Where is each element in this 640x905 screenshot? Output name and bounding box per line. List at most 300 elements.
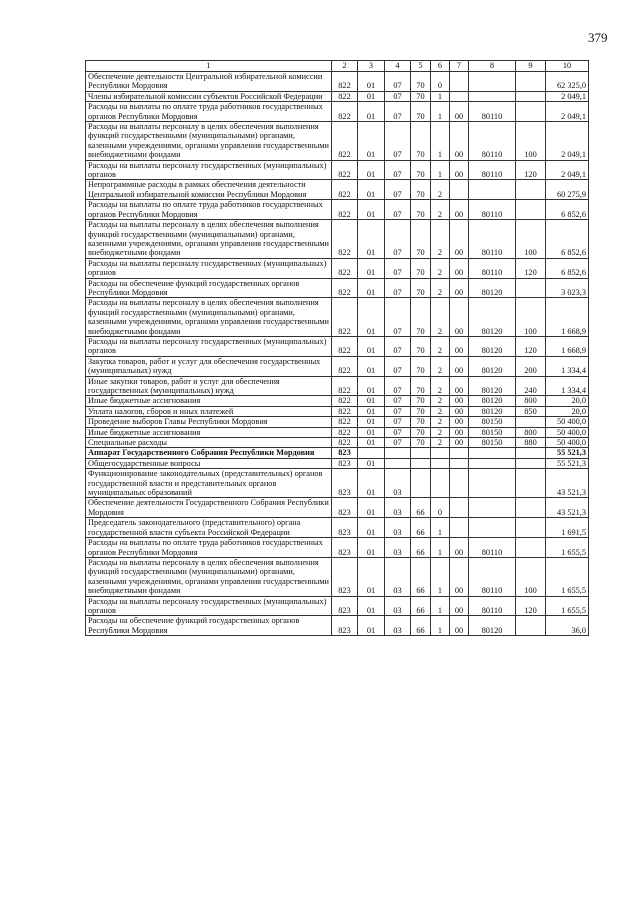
cell-expense-code: 80120 bbox=[469, 298, 516, 337]
cell-program: 70 bbox=[411, 200, 431, 220]
cell-expense-type: 100 bbox=[516, 298, 546, 337]
cell-subsection: 07 bbox=[385, 102, 411, 122]
cell-amount: 55 521,3 bbox=[546, 448, 589, 458]
cell-subprogram: 0 bbox=[431, 72, 450, 92]
cell-expense-code: 80120 bbox=[469, 396, 516, 406]
cell-subsection: 07 bbox=[385, 406, 411, 416]
cell-subprogram: 1 bbox=[431, 596, 450, 616]
cell-direction bbox=[450, 498, 469, 518]
cell-expense-type: 800 bbox=[516, 396, 546, 406]
cell-amount: 36,0 bbox=[546, 616, 589, 636]
cell-expense-code: 80110 bbox=[469, 596, 516, 616]
cell-expense-type bbox=[516, 498, 546, 518]
cell-amount: 1 655,5 bbox=[546, 538, 589, 558]
table-row bbox=[86, 616, 589, 636]
cell-subsection: 07 bbox=[385, 427, 411, 437]
cell-program: 66 bbox=[411, 498, 431, 518]
table-row bbox=[86, 122, 589, 161]
cell-program bbox=[411, 458, 431, 468]
cell-subprogram: 2 bbox=[431, 180, 450, 200]
cell-subsection bbox=[385, 448, 411, 458]
column-header: 8 bbox=[469, 61, 516, 72]
cell-subsection: 07 bbox=[385, 180, 411, 200]
cell-subsection: 07 bbox=[385, 122, 411, 161]
cell-subprogram: 1 bbox=[431, 538, 450, 558]
cell-subsection: 07 bbox=[385, 336, 411, 356]
cell-direction: 00 bbox=[450, 298, 469, 337]
cell-amount: 62 325,0 bbox=[546, 72, 589, 92]
cell-direction: 00 bbox=[450, 220, 469, 259]
cell-expense-code: 80110 bbox=[469, 557, 516, 596]
table-row bbox=[86, 518, 589, 538]
cell-subsection: 07 bbox=[385, 438, 411, 448]
row-description: Расходы на выплаты персоналу государственных (муниципальных) органов bbox=[86, 160, 332, 180]
cell-expense-code: 80110 bbox=[469, 258, 516, 278]
table-row bbox=[86, 180, 589, 200]
cell-expense-code: 80120 bbox=[469, 616, 516, 636]
cell-subsection: 07 bbox=[385, 278, 411, 298]
cell-direction: 00 bbox=[450, 376, 469, 396]
cell-expense-type: 120 bbox=[516, 596, 546, 616]
cell-amount: 55 521,3 bbox=[546, 458, 589, 468]
table-row bbox=[86, 396, 589, 406]
row-description: Расходы на выплаты персоналу государственных (муниципальных) органов bbox=[86, 596, 332, 616]
cell-amount: 50 400,0 bbox=[546, 417, 589, 427]
column-header: 4 bbox=[385, 61, 411, 72]
table-row bbox=[86, 438, 589, 448]
cell-subprogram: 2 bbox=[431, 376, 450, 396]
table-row bbox=[86, 406, 589, 416]
column-header: 5 bbox=[411, 61, 431, 72]
cell-section: 01 bbox=[358, 298, 385, 337]
cell-subprogram: 1 bbox=[431, 518, 450, 538]
cell-subprogram: 1 bbox=[431, 557, 450, 596]
cell-section: 01 bbox=[358, 336, 385, 356]
cell-expense-type bbox=[516, 278, 546, 298]
column-header: 2 bbox=[332, 61, 358, 72]
cell-code: 823 bbox=[332, 458, 358, 468]
cell-subprogram bbox=[431, 469, 450, 498]
row-description: Обеспечение деятельности Государственного Собрания Республики Мордовия bbox=[86, 498, 332, 518]
cell-direction: 00 bbox=[450, 406, 469, 416]
cell-subsection: 03 bbox=[385, 616, 411, 636]
row-description: Функционирование законодательных (представительных) органов государственной власти и представительных органов муниципальных образований bbox=[86, 469, 332, 498]
row-description: Специальные расходы bbox=[86, 438, 332, 448]
cell-amount: 1 668,9 bbox=[546, 336, 589, 356]
row-description: Иные закупки товаров, работ и услуг для обеспечения государственных (муниципальных) нужд bbox=[86, 376, 332, 396]
cell-subprogram: 1 bbox=[431, 122, 450, 161]
cell-subprogram: 2 bbox=[431, 427, 450, 437]
cell-code: 823 bbox=[332, 498, 358, 518]
cell-expense-type: 850 bbox=[516, 406, 546, 416]
table-row bbox=[86, 102, 589, 122]
cell-code: 822 bbox=[332, 417, 358, 427]
cell-expense-type: 120 bbox=[516, 258, 546, 278]
cell-amount: 2 049,1 bbox=[546, 160, 589, 180]
cell-program: 66 bbox=[411, 596, 431, 616]
cell-amount: 6 852,6 bbox=[546, 220, 589, 259]
cell-section: 01 bbox=[358, 518, 385, 538]
column-header: 9 bbox=[516, 61, 546, 72]
cell-expense-code: 80110 bbox=[469, 220, 516, 259]
cell-section bbox=[358, 448, 385, 458]
cell-section: 01 bbox=[358, 538, 385, 558]
row-description: Проведение выборов Главы Республики Мордовия bbox=[86, 417, 332, 427]
row-description: Иные бюджетные ассигнования bbox=[86, 396, 332, 406]
column-header-row bbox=[86, 61, 589, 72]
cell-direction bbox=[450, 180, 469, 200]
cell-subsection: 07 bbox=[385, 356, 411, 376]
cell-amount: 1 334,4 bbox=[546, 356, 589, 376]
row-description: Закупка товаров, работ и услуг для обеспечения государственных (муниципальных) нужд bbox=[86, 356, 332, 376]
cell-subprogram: 2 bbox=[431, 396, 450, 406]
cell-expense-code bbox=[469, 498, 516, 518]
cell-code: 823 bbox=[332, 616, 358, 636]
cell-direction: 00 bbox=[450, 122, 469, 161]
cell-section: 01 bbox=[358, 200, 385, 220]
cell-section: 01 bbox=[358, 469, 385, 498]
cell-expense-code bbox=[469, 91, 516, 101]
cell-subsection: 03 bbox=[385, 469, 411, 498]
cell-direction: 00 bbox=[450, 200, 469, 220]
cell-expense-type: 800 bbox=[516, 427, 546, 437]
cell-expense-code: 80120 bbox=[469, 336, 516, 356]
cell-program: 70 bbox=[411, 102, 431, 122]
cell-subsection: 07 bbox=[385, 160, 411, 180]
cell-program: 70 bbox=[411, 376, 431, 396]
cell-expense-code: 80150 bbox=[469, 427, 516, 437]
cell-amount: 50 400,0 bbox=[546, 427, 589, 437]
cell-expense-code: 80150 bbox=[469, 438, 516, 448]
row-description: Члены избирательной комиссии субъектов Российской Федерации bbox=[86, 91, 332, 101]
cell-code: 822 bbox=[332, 376, 358, 396]
column-header: 6 bbox=[431, 61, 450, 72]
table-row bbox=[86, 356, 589, 376]
cell-code: 822 bbox=[332, 160, 358, 180]
cell-expense-code bbox=[469, 180, 516, 200]
cell-section: 01 bbox=[358, 220, 385, 259]
cell-subprogram: 0 bbox=[431, 498, 450, 518]
cell-direction bbox=[450, 518, 469, 538]
cell-amount: 43 521,3 bbox=[546, 498, 589, 518]
cell-amount: 3 023,3 bbox=[546, 278, 589, 298]
row-description: Расходы на выплаты персоналу в целях обеспечения выполнения функций государственными (муниципальными) органами, казенными учреждениями, органами управления государственными внебюджетными фондами bbox=[86, 220, 332, 259]
cell-subsection: 07 bbox=[385, 220, 411, 259]
cell-code: 822 bbox=[332, 406, 358, 416]
table-row bbox=[86, 278, 589, 298]
cell-program: 70 bbox=[411, 258, 431, 278]
cell-code: 823 bbox=[332, 596, 358, 616]
cell-expense-type bbox=[516, 518, 546, 538]
cell-expense-type bbox=[516, 200, 546, 220]
cell-amount: 1 655,5 bbox=[546, 596, 589, 616]
cell-expense-code: 80110 bbox=[469, 102, 516, 122]
cell-amount: 1 334,4 bbox=[546, 376, 589, 396]
cell-subsection: 07 bbox=[385, 396, 411, 406]
cell-expense-type bbox=[516, 417, 546, 427]
cell-section: 01 bbox=[358, 557, 385, 596]
cell-program: 70 bbox=[411, 122, 431, 161]
row-description: Общегосударственные вопросы bbox=[86, 458, 332, 468]
cell-program: 70 bbox=[411, 180, 431, 200]
cell-code: 822 bbox=[332, 336, 358, 356]
cell-code: 822 bbox=[332, 258, 358, 278]
cell-section: 01 bbox=[358, 596, 385, 616]
cell-section: 01 bbox=[358, 458, 385, 468]
cell-subsection: 07 bbox=[385, 200, 411, 220]
cell-subsection: 03 bbox=[385, 538, 411, 558]
cell-subprogram bbox=[431, 448, 450, 458]
cell-code: 822 bbox=[332, 102, 358, 122]
cell-section: 01 bbox=[358, 427, 385, 437]
cell-subsection: 03 bbox=[385, 498, 411, 518]
cell-direction bbox=[450, 91, 469, 101]
cell-program: 70 bbox=[411, 438, 431, 448]
cell-direction: 00 bbox=[450, 417, 469, 427]
column-header: 7 bbox=[450, 61, 469, 72]
cell-direction: 00 bbox=[450, 102, 469, 122]
cell-subsection: 07 bbox=[385, 298, 411, 337]
cell-expense-code: 80120 bbox=[469, 356, 516, 376]
cell-amount: 6 852,6 bbox=[546, 258, 589, 278]
cell-subprogram: 2 bbox=[431, 278, 450, 298]
cell-amount: 2 049,1 bbox=[546, 122, 589, 161]
table-row bbox=[86, 596, 589, 616]
cell-section: 01 bbox=[358, 396, 385, 406]
row-description: Председатель законодательного (представительного) органа государственной власти субъекта Российской Федерации bbox=[86, 518, 332, 538]
cell-subprogram: 1 bbox=[431, 160, 450, 180]
cell-section: 01 bbox=[358, 258, 385, 278]
cell-program: 66 bbox=[411, 518, 431, 538]
cell-expense-type: 200 bbox=[516, 356, 546, 376]
cell-program: 70 bbox=[411, 356, 431, 376]
cell-direction: 00 bbox=[450, 438, 469, 448]
table-row bbox=[86, 448, 589, 458]
cell-direction: 00 bbox=[450, 596, 469, 616]
cell-subprogram: 1 bbox=[431, 91, 450, 101]
cell-direction bbox=[450, 448, 469, 458]
table-row bbox=[86, 160, 589, 180]
cell-expense-code bbox=[469, 518, 516, 538]
cell-section: 01 bbox=[358, 498, 385, 518]
cell-code: 822 bbox=[332, 122, 358, 161]
cell-subprogram: 1 bbox=[431, 102, 450, 122]
row-description: Расходы на выплаты персоналу в целях обеспечения выполнения функций государственными (муниципальными) органами, казенными учреждениями, органами управления государственными внебюджетными фондами bbox=[86, 298, 332, 337]
row-description: Расходы на обеспечение функций государственных органов Республики Мордовия bbox=[86, 278, 332, 298]
cell-code: 823 bbox=[332, 469, 358, 498]
cell-subsection: 07 bbox=[385, 258, 411, 278]
cell-code: 822 bbox=[332, 427, 358, 437]
cell-amount: 43 521,3 bbox=[546, 469, 589, 498]
cell-direction: 00 bbox=[450, 427, 469, 437]
cell-expense-type: 100 bbox=[516, 557, 546, 596]
cell-expense-type bbox=[516, 538, 546, 558]
cell-subprogram: 2 bbox=[431, 200, 450, 220]
cell-code: 822 bbox=[332, 180, 358, 200]
column-header: 1 bbox=[86, 61, 332, 72]
cell-direction bbox=[450, 469, 469, 498]
table-row bbox=[86, 336, 589, 356]
cell-code: 822 bbox=[332, 220, 358, 259]
cell-expense-type bbox=[516, 72, 546, 92]
cell-code: 822 bbox=[332, 438, 358, 448]
cell-expense-type bbox=[516, 91, 546, 101]
cell-expense-code: 80120 bbox=[469, 278, 516, 298]
cell-expense-code: 80110 bbox=[469, 538, 516, 558]
cell-expense-type: 100 bbox=[516, 122, 546, 161]
table-row bbox=[86, 427, 589, 437]
cell-direction: 00 bbox=[450, 557, 469, 596]
table-row bbox=[86, 200, 589, 220]
cell-amount: 6 852,6 bbox=[546, 200, 589, 220]
cell-expense-code bbox=[469, 72, 516, 92]
cell-direction: 00 bbox=[450, 160, 469, 180]
row-description: Расходы на выплаты персоналу государственных (муниципальных) органов bbox=[86, 336, 332, 356]
cell-direction: 00 bbox=[450, 396, 469, 406]
cell-program: 66 bbox=[411, 538, 431, 558]
cell-section: 01 bbox=[358, 616, 385, 636]
cell-program: 70 bbox=[411, 417, 431, 427]
cell-subsection: 07 bbox=[385, 91, 411, 101]
cell-direction: 00 bbox=[450, 356, 469, 376]
cell-program bbox=[411, 448, 431, 458]
cell-subprogram: 2 bbox=[431, 438, 450, 448]
cell-expense-code bbox=[469, 448, 516, 458]
cell-expense-type bbox=[516, 102, 546, 122]
cell-section: 01 bbox=[358, 376, 385, 396]
cell-program: 70 bbox=[411, 396, 431, 406]
cell-expense-code: 80110 bbox=[469, 200, 516, 220]
table-row bbox=[86, 538, 589, 558]
table-row bbox=[86, 557, 589, 596]
cell-program: 70 bbox=[411, 220, 431, 259]
budget-table bbox=[85, 60, 589, 636]
cell-direction: 00 bbox=[450, 278, 469, 298]
cell-amount: 50 400,0 bbox=[546, 438, 589, 448]
cell-expense-code: 80150 bbox=[469, 417, 516, 427]
cell-expense-type: 880 bbox=[516, 438, 546, 448]
cell-code: 822 bbox=[332, 91, 358, 101]
table-row bbox=[86, 220, 589, 259]
cell-section: 01 bbox=[358, 160, 385, 180]
cell-direction: 00 bbox=[450, 258, 469, 278]
cell-amount: 20,0 bbox=[546, 406, 589, 416]
cell-section: 01 bbox=[358, 180, 385, 200]
cell-program: 70 bbox=[411, 160, 431, 180]
cell-expense-type bbox=[516, 448, 546, 458]
table-body bbox=[86, 72, 589, 636]
cell-section: 01 bbox=[358, 438, 385, 448]
cell-expense-type bbox=[516, 616, 546, 636]
cell-expense-code: 80110 bbox=[469, 160, 516, 180]
table-row bbox=[86, 376, 589, 396]
cell-program: 66 bbox=[411, 616, 431, 636]
cell-amount: 1 691,5 bbox=[546, 518, 589, 538]
cell-section: 01 bbox=[358, 102, 385, 122]
cell-program: 70 bbox=[411, 91, 431, 101]
cell-subsection: 03 bbox=[385, 596, 411, 616]
cell-expense-type bbox=[516, 469, 546, 498]
cell-expense-code: 80110 bbox=[469, 122, 516, 161]
cell-expense-type bbox=[516, 458, 546, 468]
cell-expense-code bbox=[469, 458, 516, 468]
cell-code: 823 bbox=[332, 557, 358, 596]
table-row bbox=[86, 469, 589, 498]
cell-subprogram: 2 bbox=[431, 258, 450, 278]
row-description: Расходы на выплаты по оплате труда работников государственных органов Республики Мордовия bbox=[86, 200, 332, 220]
row-description: Расходы на обеспечение функций государственных органов Республики Мордовия bbox=[86, 616, 332, 636]
cell-code: 823 bbox=[332, 538, 358, 558]
cell-expense-type bbox=[516, 180, 546, 200]
cell-subprogram: 2 bbox=[431, 220, 450, 259]
row-description: Расходы на выплаты персоналу государственных (муниципальных) органов bbox=[86, 258, 332, 278]
row-description: Расходы на выплаты персоналу в целях обеспечения выполнения функций государственными (муниципальными) органами, казенными учреждениями, органами управления государственными внебюджетными фондами bbox=[86, 122, 332, 161]
cell-direction: 00 bbox=[450, 538, 469, 558]
cell-expense-code: 80120 bbox=[469, 376, 516, 396]
table-row bbox=[86, 498, 589, 518]
cell-code: 822 bbox=[332, 278, 358, 298]
cell-expense-code: 80120 bbox=[469, 406, 516, 416]
row-description: Расходы на выплаты персоналу в целях обеспечения выполнения функций государственными (муниципальными) органами, казенными учреждениями, органами управления государственными внебюджетными фондами bbox=[86, 557, 332, 596]
cell-subprogram: 1 bbox=[431, 616, 450, 636]
cell-subprogram: 2 bbox=[431, 336, 450, 356]
cell-subsection: 03 bbox=[385, 557, 411, 596]
cell-program: 70 bbox=[411, 298, 431, 337]
cell-expense-type: 120 bbox=[516, 336, 546, 356]
cell-expense-type: 240 bbox=[516, 376, 546, 396]
cell-code: 823 bbox=[332, 518, 358, 538]
cell-program: 70 bbox=[411, 406, 431, 416]
page-number: 379 bbox=[588, 30, 608, 45]
row-description: Уплата налогов, сборов и иных платежей bbox=[86, 406, 332, 416]
column-header: 10 bbox=[546, 61, 589, 72]
row-description: Расходы на выплаты по оплате труда работников государственных органов Республики Мордовия bbox=[86, 102, 332, 122]
cell-subsection: 07 bbox=[385, 417, 411, 427]
table-row bbox=[86, 298, 589, 337]
cell-program: 70 bbox=[411, 278, 431, 298]
cell-section: 01 bbox=[358, 356, 385, 376]
cell-program: 70 bbox=[411, 336, 431, 356]
cell-code: 822 bbox=[332, 396, 358, 406]
row-description: Аппарат Государственного Собрания Республики Мордовия bbox=[86, 448, 332, 458]
row-description: Обеспечение деятельности Центральной избирательной комиссии Республики Мордовия bbox=[86, 72, 332, 92]
cell-code: 822 bbox=[332, 356, 358, 376]
cell-section: 01 bbox=[358, 417, 385, 427]
cell-amount: 2 049,1 bbox=[546, 91, 589, 101]
cell-section: 01 bbox=[358, 122, 385, 161]
cell-code: 822 bbox=[332, 298, 358, 337]
cell-program bbox=[411, 469, 431, 498]
cell-program: 70 bbox=[411, 72, 431, 92]
cell-section: 01 bbox=[358, 91, 385, 101]
cell-direction: 00 bbox=[450, 616, 469, 636]
column-header: 3 bbox=[358, 61, 385, 72]
cell-subprogram: 2 bbox=[431, 417, 450, 427]
table-row bbox=[86, 72, 589, 92]
cell-expense-code bbox=[469, 469, 516, 498]
cell-direction: 00 bbox=[450, 336, 469, 356]
cell-subsection: 07 bbox=[385, 376, 411, 396]
cell-subprogram bbox=[431, 458, 450, 468]
cell-subsection bbox=[385, 458, 411, 468]
cell-amount: 1 668,9 bbox=[546, 298, 589, 337]
cell-code: 822 bbox=[332, 72, 358, 92]
cell-expense-type: 120 bbox=[516, 160, 546, 180]
cell-amount: 20,0 bbox=[546, 396, 589, 406]
table-row bbox=[86, 91, 589, 101]
table-row bbox=[86, 417, 589, 427]
cell-direction bbox=[450, 72, 469, 92]
